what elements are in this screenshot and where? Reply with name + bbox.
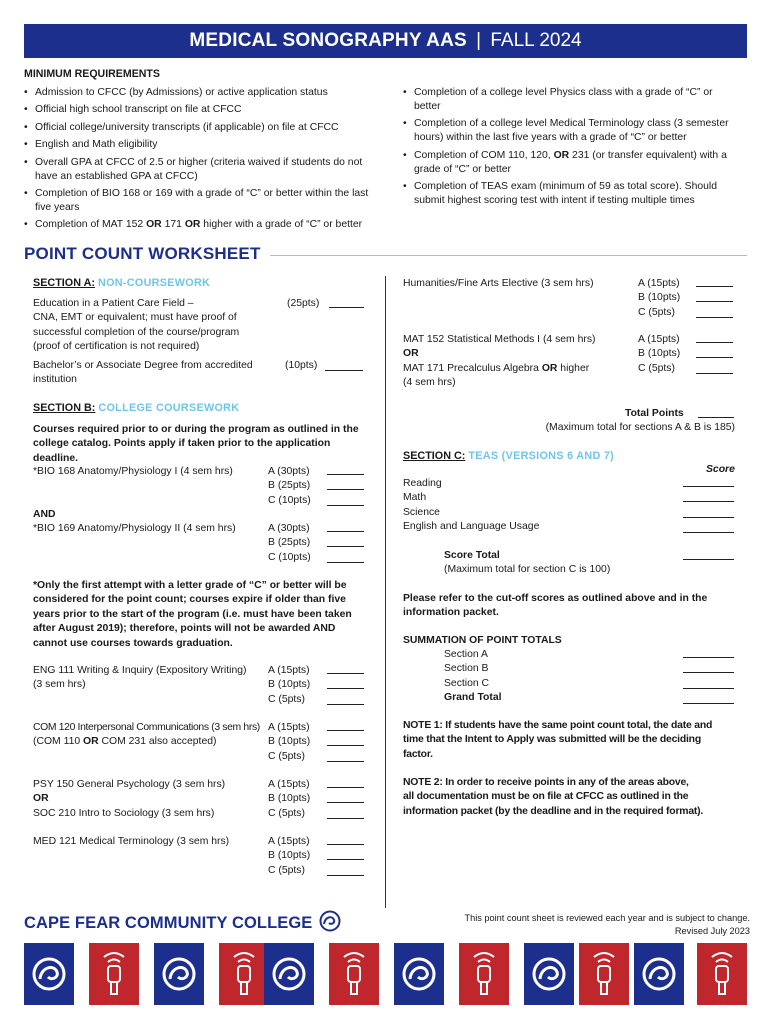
text-line: information packet.	[403, 607, 499, 619]
text-line: This point count sheet is reviewed each year and is subject to change.	[464, 913, 750, 923]
grade-c: C (10pts)	[268, 551, 311, 563]
grade-blank[interactable]	[327, 752, 364, 762]
grade-blank[interactable]	[327, 809, 364, 819]
or-text: OR	[184, 219, 201, 231]
list-item: • Completion of BIO 168 or 169 with a grade of “C” or better within the last five years	[24, 187, 374, 215]
footer-tile	[634, 943, 684, 1005]
grade-blank[interactable]	[327, 736, 364, 746]
section-b-name: COLLEGE COURSEWORK	[98, 402, 240, 414]
or-text: OR	[146, 219, 162, 231]
grade-c: C (10pts)	[268, 494, 311, 506]
summation-blank[interactable]	[683, 679, 734, 689]
text-line: time that the Intent to Apply was submitted will be the deciding	[403, 734, 701, 746]
grade-b: B (10pts)	[268, 793, 311, 805]
grade-c: C (5pts)	[638, 362, 675, 374]
grade-b: B (10pts)	[638, 292, 681, 304]
grade-blanks	[696, 333, 733, 374]
total-points-blank[interactable]	[698, 408, 734, 418]
text-line: ENG 111 Writing & Inquiry (Expository Writing)	[33, 665, 247, 676]
grade-a: A (15pts)	[268, 779, 310, 790]
footer-tile	[89, 943, 139, 1005]
summation-blank[interactable]	[683, 663, 734, 673]
text-line: SOC 210 Intro to Sociology (3 sem hrs)	[33, 807, 215, 819]
grade-blank[interactable]	[696, 333, 733, 343]
grade-c: C (5pts)	[268, 693, 305, 705]
score-total-label: Score Total	[444, 550, 500, 561]
mat-text-b: 171	[161, 219, 185, 231]
text-line: (3 sem hrs)	[33, 679, 86, 691]
section-a-heading	[33, 277, 210, 289]
text-line: Please refer to the cut-off scores as outlined above and in the	[403, 593, 708, 604]
score-total-note: (Maximum total for section C is 100)	[444, 564, 611, 576]
score-blank[interactable]	[683, 508, 734, 518]
or-text: OR	[553, 149, 570, 161]
grade-c: C (5pts)	[268, 750, 305, 762]
grade-blank[interactable]	[327, 721, 364, 731]
wave-icon	[634, 943, 684, 1005]
grade-blank[interactable]	[327, 835, 364, 845]
footer-tile	[394, 943, 444, 1005]
grade-b: B (10pts)	[268, 679, 311, 691]
summation-heading: SUMMATION OF POINT TOTALS	[403, 635, 562, 646]
requirements-left-list	[24, 86, 374, 236]
grade-b: B (10pts)	[268, 850, 311, 862]
section-a-name: NON-COURSEWORK	[97, 277, 211, 289]
minimum-requirements-heading: MINIMUM REQUIREMENTS	[24, 68, 160, 80]
grade-options	[268, 835, 310, 878]
wave-icon	[154, 943, 204, 1005]
bio168-course: *BIO 168 Anatomy/Physiology I (4 sem hrs)	[33, 466, 233, 477]
grade-c: C (5pts)	[638, 306, 675, 318]
section-a-item-degree	[33, 359, 283, 388]
list-item: • English and Math eligibility	[24, 138, 374, 152]
footer-tile	[24, 943, 74, 1005]
grade-blank[interactable]	[327, 778, 364, 788]
com-alt-b: COM 231 also accepted)	[98, 736, 217, 748]
summation-section-b: Section B	[444, 663, 489, 675]
text-line: institution	[33, 374, 77, 386]
teas-science: Science	[403, 506, 440, 518]
grade-b: B (10pts)	[268, 736, 311, 748]
grade-blank[interactable]	[327, 522, 364, 532]
text-line: cannot use courses towards graduation.	[33, 637, 233, 649]
grand-total-label: Grand Total	[444, 692, 502, 704]
teas-subjects	[403, 477, 539, 535]
text-line	[403, 362, 596, 376]
review-note	[420, 912, 750, 938]
grade-blank[interactable]	[327, 496, 364, 506]
list-item: • Completion of a college level Medical Terminology class (3 semester hours) within the last five years with a grade of “C” or better	[403, 117, 733, 145]
revised-date: Revised July 2023	[674, 926, 750, 936]
grade-blank[interactable]	[696, 308, 733, 318]
list-item: • Official high school transcript on file at CFCC	[24, 103, 374, 117]
list-item	[24, 218, 374, 232]
med121-course: MED 121 Medical Terminology (3 sem hrs)	[33, 836, 230, 847]
text-line: after August 2019); therefore, points will not be awarded AND	[33, 623, 336, 635]
college-logo	[24, 910, 341, 933]
grade-a: A (15pts)	[268, 836, 310, 847]
grade-blank[interactable]	[327, 793, 364, 803]
grade-a: A (15pts)	[268, 665, 310, 676]
grade-blanks	[696, 277, 733, 318]
title-rule	[270, 255, 747, 256]
section-c-label: SECTION C:	[403, 450, 466, 462]
grade-b: B (25pts)	[268, 480, 311, 492]
title-separator: |	[476, 30, 482, 51]
text-line: MAT 152 Statistical Methods I (4 sem hrs)	[403, 334, 596, 345]
grade-blanks	[327, 465, 364, 506]
text-line: NOTE 2: In order to receive points in any of the areas above,	[403, 777, 689, 788]
list-item: • Admission to CFCC (by Admissions) or active application status	[24, 86, 374, 100]
grade-blank[interactable]	[696, 364, 733, 374]
ultrasound-probe-icon	[89, 943, 139, 1005]
total-points-label: Total Points	[625, 408, 684, 419]
or-text: OR	[541, 362, 558, 374]
bio169-course: *BIO 169 Anatomy/Physiology II (4 sem hrs)	[33, 523, 236, 534]
score-blank[interactable]	[683, 477, 734, 487]
text-line: years prior to the start of the program (i.e. must have been taken	[33, 608, 352, 620]
ultrasound-probe-icon	[219, 943, 269, 1005]
grade-options	[268, 522, 311, 565]
footer-tile	[264, 943, 314, 1005]
grade-c: C (5pts)	[268, 864, 305, 876]
wave-icon	[524, 943, 574, 1005]
and-label: AND	[33, 509, 56, 520]
math-course	[403, 333, 596, 391]
text-line: successful completion of the course/program	[33, 326, 240, 338]
program-title: MEDICAL SONOGRAPHY AAS	[189, 30, 467, 51]
points-blank[interactable]	[325, 361, 363, 371]
score-blanks	[683, 477, 734, 533]
list-item	[403, 149, 733, 177]
humanities-course: Humanities/Fine Arts Elective (3 sem hrs)	[403, 278, 594, 289]
text-line: (proof of certification is not required)	[33, 341, 200, 353]
section-a-item-education	[33, 297, 278, 355]
text-line: Bachelor’s or Associate Degree from accredited	[33, 360, 253, 371]
footer-tile	[524, 943, 574, 1005]
grade-a: A (30pts)	[268, 466, 310, 477]
com-text-a: Completion of COM 110, 120,	[414, 149, 554, 161]
score-blank[interactable]	[683, 523, 734, 533]
text-line: PSY 150 General Psychology (3 sem hrs)	[33, 779, 226, 790]
footer-tile	[329, 943, 379, 1005]
grade-blank[interactable]	[327, 537, 364, 547]
first-attempt-note	[33, 579, 378, 651]
grade-blank[interactable]	[327, 695, 364, 705]
footer-tile	[697, 943, 747, 1005]
grade-blank[interactable]	[327, 679, 364, 689]
grade-blanks	[327, 835, 364, 876]
text-line: *Only the first attempt with a letter grade of “C” or better will be	[33, 580, 347, 591]
text-line: college catalog. Points apply if taken prior to the application deadline.	[33, 438, 331, 464]
text-line	[33, 735, 260, 749]
grade-options	[638, 277, 680, 320]
cutoff-note	[403, 592, 707, 621]
footer-tile	[459, 943, 509, 1005]
grade-a: A (15pts)	[268, 722, 310, 733]
grade-a: A (15pts)	[638, 278, 680, 289]
grade-blank[interactable]	[696, 292, 733, 302]
grade-blank[interactable]	[696, 277, 733, 287]
grade-blanks	[327, 778, 364, 819]
grade-options	[268, 465, 311, 508]
grade-blank[interactable]	[696, 348, 733, 358]
college-name: CAPE FEAR COMMUNITY COLLEGE	[24, 914, 313, 932]
grade-blanks	[327, 664, 364, 705]
com-text-b: 231 (or transfer equivalent) with a grade of “C” or better	[414, 149, 727, 175]
summation-blanks	[683, 648, 734, 704]
or-text: OR	[33, 793, 49, 805]
text-line: COM 120 Interpersonal Communications (3 sem hrs)	[33, 722, 260, 733]
mat171-a: MAT 171 Precalculus Algebra	[403, 362, 542, 374]
score-column-heading: Score	[706, 464, 735, 475]
wave-icon	[319, 910, 341, 932]
score-total-blank[interactable]	[683, 550, 734, 560]
text-line: information packet (by the deadline and in the required format).	[403, 805, 704, 817]
mat171-b: higher	[557, 362, 590, 374]
note-1	[403, 719, 712, 762]
section-c-name: TEAS (VERSIONS 6 AND 7)	[468, 450, 615, 462]
text-line: all documentation must be on file at CFCC as outlined in the	[403, 791, 689, 803]
grade-blank[interactable]	[327, 664, 364, 674]
text-line: (4 sem hrs)	[403, 377, 456, 389]
grade-c: C (5pts)	[268, 807, 305, 819]
wave-icon	[394, 943, 444, 1005]
mat-text-c: higher with a grade of “C” or better	[200, 219, 363, 231]
score-blank[interactable]	[683, 492, 734, 502]
section-b-label: SECTION B:	[33, 402, 96, 414]
psy-soc-course	[33, 778, 225, 821]
ultrasound-probe-icon	[459, 943, 509, 1005]
grade-blank[interactable]	[327, 480, 364, 490]
section-a-label: SECTION A:	[33, 277, 95, 289]
eng111-course	[33, 664, 246, 693]
section-c-heading	[403, 450, 614, 462]
grade-blanks	[327, 721, 364, 762]
score-total	[444, 549, 610, 578]
teas-english: English and Language Usage	[403, 521, 540, 533]
list-item: • Completion of a college level Physics class with a grade of “C” or better	[403, 86, 733, 114]
requirements-right-list	[403, 86, 733, 212]
text-line: CNA, EMT or equivalent; must have proof of	[33, 312, 237, 324]
com120-course	[33, 721, 260, 750]
summation-list	[444, 648, 502, 706]
teas-reading: Reading	[403, 478, 442, 489]
text-line: Education in a Patient Care Field –	[33, 298, 194, 309]
grade-b: B (10pts)	[638, 348, 681, 360]
summation-section-c: Section C	[444, 677, 490, 689]
list-item: • Official college/university transcripts (if applicable) on file at CFCC	[24, 121, 374, 135]
section-b-intro	[33, 423, 378, 466]
grade-options	[268, 778, 310, 821]
grade-options	[638, 333, 680, 376]
wave-icon	[264, 943, 314, 1005]
grade-blank[interactable]	[327, 866, 364, 876]
or-text: OR	[403, 348, 419, 360]
ultrasound-probe-icon	[329, 943, 379, 1005]
mat-text-a: Completion of MAT 152	[35, 219, 147, 231]
term-label: FALL 2024	[490, 30, 582, 51]
text-line: factor.	[403, 748, 433, 760]
list-item: • Overall GPA at CFCC of 2.5 or higher (criteria waived if students do not have an established GPA at CFCC)	[24, 156, 374, 184]
wave-icon	[24, 943, 74, 1005]
summation-section-a: Section A	[444, 649, 488, 660]
education-points: (25pts)	[287, 298, 320, 309]
text-line: NOTE 1: If students have the same point count total, the date and	[403, 720, 713, 731]
list-item: • Completion of TEAS exam (minimum of 59 as total score). Should submit highest scoring test with intent if testing multiple times	[403, 180, 733, 208]
text-line: considered for the point count; courses expire if older than five	[33, 594, 346, 606]
degree-points: (10pts)	[285, 360, 318, 371]
grade-a: A (15pts)	[638, 334, 680, 345]
com-alt-a: (COM 110	[33, 736, 84, 748]
grade-options	[268, 664, 310, 707]
points-blank[interactable]	[329, 298, 364, 308]
grade-blanks	[327, 522, 364, 563]
or-text: OR	[83, 736, 99, 748]
summation-blank[interactable]	[683, 694, 734, 704]
grade-a: A (30pts)	[268, 523, 310, 534]
ultrasound-probe-icon	[579, 943, 629, 1005]
footer-tile	[579, 943, 629, 1005]
footer-tile	[154, 943, 204, 1005]
total-points-note: (Maximum total for sections A & B is 185)	[545, 422, 735, 433]
grade-blank[interactable]	[327, 465, 364, 475]
worksheet-title: POINT COUNT WORKSHEET	[24, 244, 261, 263]
text-line: Courses required prior to or during the program as outlined in the	[33, 424, 359, 435]
teas-math: Math	[403, 492, 427, 504]
grade-blank[interactable]	[327, 553, 364, 563]
ultrasound-probe-icon	[697, 943, 747, 1005]
grade-blank[interactable]	[327, 850, 364, 860]
grade-b: B (25pts)	[268, 537, 311, 549]
title-banner	[24, 24, 747, 58]
note-2	[403, 776, 703, 819]
section-b-heading	[33, 402, 239, 414]
summation-blank[interactable]	[683, 648, 734, 658]
column-divider	[385, 276, 386, 908]
footer-tile	[219, 943, 269, 1005]
grade-options	[268, 721, 310, 764]
